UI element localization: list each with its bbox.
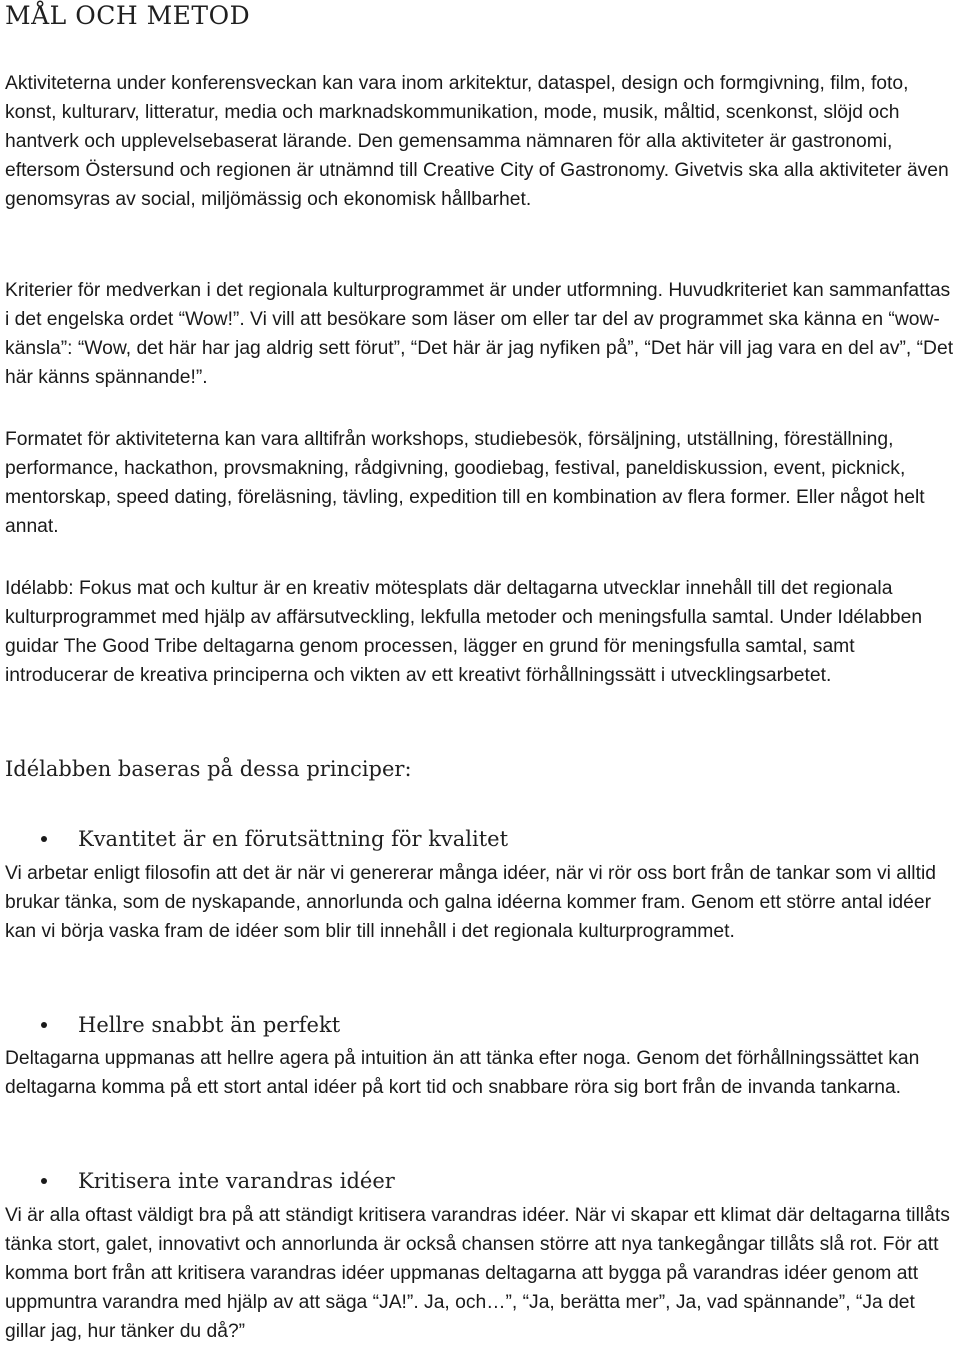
bullet-icon xyxy=(41,836,47,842)
principles-heading: Idélabben baseras på dessa principer: xyxy=(5,757,412,781)
principle-heading-text: Hellre snabbt än perfekt xyxy=(78,1013,341,1037)
paragraph-activities: Aktiviteterna under konferensveckan kan vara inom arkitektur, dataspel, design och formgivning, film, foto, konst, kulturarv, litteratur, media och marknadskommunikation, mode, musik, måltid, scenkonst, slöjd och hantverk och upplevelsebaserat lärande. Den gemensamma nämnaren för alla aktiviteter är gastronomi, eftersom Östersund och regionen är utnämnd till Creative City of Gastronomy. Givetvis ska alla aktiviteter även genomsyras av social, miljömässig och ekonomisk hållbarhet. xyxy=(5,73,949,210)
principle-heading-text: Kvantitet är en förutsättning för kvalitet xyxy=(78,827,509,851)
paragraph-idelabb: Idélabb: Fokus mat och kultur är en kreativ mötesplats där deltagarna utvecklar innehåll till det regionala kulturprogrammet med hjälp av affärsutveckling, lekfulla metoder och meningsfulla samtal. Under Idélabben guidar The Good Tribe deltagarna genom processen, lägger en grund för meningsfulla samtal, samt introducerar de kreativa principerna och vikten av ett kreativt förhållningssätt i utvecklingsarbetet. xyxy=(5,578,923,686)
bullet-icon xyxy=(41,1178,47,1184)
principle-text-1: Vi arbetar enligt filosofin att det är när vi genererar många idéer, när vi rör oss bort från de tankar som vi alltid brukar tänka, som de nyskapande, annorlunda och galna idéerna kommer fram. Genom ett större antal idéer kan vi börja vaska fram de idéer som blir till innehåll i det regionala kulturprogrammet. xyxy=(5,863,936,942)
paragraph-format: Formatet för aktiviteterna kan vara alltifrån workshops, studiebesök, försäljning, utställning, föreställning, performance, hackathon, provsmakning, rådgivning, goodiebag, festival, paneldiskussion, event, picknick, mentorskap, speed dating, föreläsning, tävling, expedition till en kombination av flera former. Eller något helt annat. xyxy=(5,429,925,537)
principle-heading-text: Kritisera inte varandras idéer xyxy=(78,1169,395,1193)
page-title: MÅL OCH METOD xyxy=(5,1,251,30)
principle-text-2: Deltagarna uppmanas att hellre agera på intuition än att tänka efter noga. Genom det förhållningssättet kan deltagarna komma på ett stort antal idéer på kort tid och snabbare röra sig bort från de invanda tankarna. xyxy=(5,1048,920,1098)
principle-heading-1 xyxy=(41,824,508,854)
principle-heading-2 xyxy=(41,1010,340,1040)
paragraph-criteria: Kriterier för medverkan i det regionala kulturprogrammet är under utformning. Huvudkriteriet kan sammanfattas i det engelska ordet “Wow!”. Vi vill att besökare som läser om eller tar del av programmet ska känna en “wow-känsla”: “Wow, det här har jag aldrig sett förut”, “Det här är jag nyfiken på”, “Det här vill jag vara en del av”, “Det här känns spännande!”. xyxy=(5,280,954,388)
bullet-icon xyxy=(41,1022,47,1028)
principle-heading-3 xyxy=(41,1166,395,1196)
principle-text-3: Vi är alla oftast väldigt bra på att ständigt kritisera varandras idéer. När vi skapar ett klimat där deltagarna tillåts tänka stort, galet, innovativt och annorlunda är också chansen större att nya tankegångar tillåts slå rot. För att komma bort från att kritisera varandras idéer uppmanas deltagarna att bygga på varandras idéer genom att uppmuntra varandra med hjälp av att säga “JA!”. Ja, och…”, “Ja, berätta mer”, Ja, vad spännande”, “Ja det gillar jag, hur tänker du då?” xyxy=(5,1205,950,1342)
